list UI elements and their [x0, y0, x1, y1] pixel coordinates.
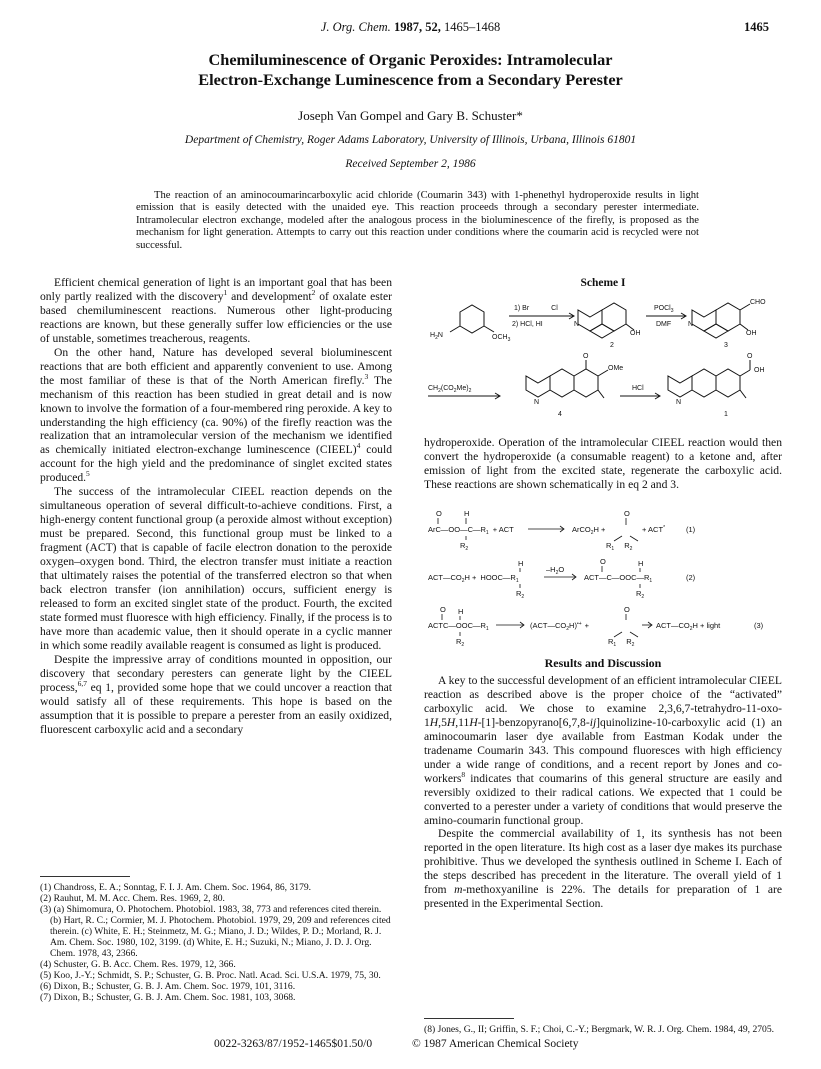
- ring: [716, 369, 740, 397]
- article-title: [60, 50, 761, 90]
- italic-span: H: [469, 715, 478, 729]
- bond: [598, 370, 608, 376]
- text-span: Efficient chemical generation of light is an important goal that has been only partly realized with the discovery: [40, 276, 392, 303]
- text-amino: $H_2N$: [430, 332, 443, 341]
- paragraph-despite: [40, 653, 392, 737]
- eq1-h: H: [464, 509, 470, 518]
- italic-span: H: [446, 715, 456, 729]
- journal-year-volume: 1987, 52,: [393, 20, 441, 34]
- reagent-hcl: HCl: [632, 385, 644, 392]
- ring: [716, 303, 740, 331]
- left-column-body: [40, 276, 392, 736]
- eq3-radical: $(ACT—CO_2H)^{•+}$ +: [530, 621, 590, 632]
- compound-label-1: 1: [724, 411, 728, 418]
- citation-ref: 4: [356, 441, 361, 451]
- citation-ref: 5: [86, 469, 90, 479]
- journal-reference: [0, 20, 821, 35]
- italic-span: m: [454, 883, 463, 897]
- citation-ref: 8: [461, 769, 466, 779]
- text-n: N: [534, 399, 540, 406]
- eq3-o: O: [440, 605, 446, 614]
- footer-copyright: © 1987 American Chemical Society: [412, 1038, 579, 1050]
- eq1-o: O: [436, 509, 442, 518]
- citation-ref: 1: [223, 288, 228, 298]
- text-span: The mechanism of this reaction has been studied in great detail and is now known to involve the formation of a four-membered ring peroxide. A key to understanding the high efficiency (ca. 90%) of the firefly reaction was the realization that an intramolecular version of the mechanism we identified as chemically initiated electron-exchange luminescence (CIEEL): [40, 373, 392, 457]
- bond: [484, 326, 494, 332]
- bond: [740, 370, 750, 376]
- affiliation: Department of Chemistry, Roger Adams Laboratory, University of Illinois, Urbana, Illinois 61801: [184, 134, 637, 146]
- right-column-intro: [424, 436, 782, 492]
- footnote-5: (5) Koo, J.-Y.; Schmidt, S. P.; Schuster, G. B. Proc. Natl. Acad. Sci. U.S.A. 1979, 75, 30.: [40, 970, 381, 981]
- section-heading-results: Results and Discussion: [544, 656, 662, 670]
- italic-span: ij: [589, 715, 597, 729]
- ring: [668, 376, 692, 397]
- ring: [526, 376, 550, 397]
- ring: [692, 369, 716, 397]
- eq1-r1: $R_1$ $R_2$: [606, 541, 633, 552]
- page-footer: [0, 1038, 821, 1054]
- eq1-left: $ArC—OO—C—R_1$ + ACT: [428, 525, 514, 536]
- italic-span: H: [429, 715, 439, 729]
- text-span: -methoxyaniline is 22%. The details for preparation of 1 are presented in the Experimental Section.: [424, 883, 782, 911]
- text-n: N: [676, 399, 682, 406]
- text-span: A key to the successful development of an efficient intramolecular CIEEL reaction as described above is the proper choice of the “activated” carboxylic acid. We chose to examine 2,3,6,7-tetrahydro-11-oxo-1: [424, 674, 782, 729]
- eq3-h: H: [458, 607, 464, 616]
- eq2-r2: $R_2$: [516, 589, 525, 600]
- scheme-1-diagram: [424, 290, 782, 430]
- footnote-6: (6) Dixon, B.; Schuster, G. B. J. Am. Chem. Soc. 1979, 101, 3116.: [40, 981, 296, 992]
- citation-ref: 2: [311, 288, 316, 298]
- text-span: -[1]-benzopyrano[6,7,8-: [477, 715, 590, 729]
- page-number: 1465: [744, 20, 769, 34]
- ring: [602, 303, 626, 331]
- title-line-1: Chemiluminescence of Organic Peroxides: Intramolecular: [208, 50, 613, 69]
- eq3-number: (3): [754, 621, 764, 630]
- compound-label-2: 2: [610, 342, 614, 349]
- eq2-right: $ACT—C—OOC—R_1$: [584, 573, 653, 584]
- reagent-dmf: DMF: [656, 321, 672, 328]
- eq2-h2: H: [638, 559, 644, 568]
- title-line-2: Electron-Exchange Luminescence from a Secondary Perester: [198, 70, 623, 89]
- paragraph-hydroperoxide: hydroperoxide. Operation of the intramolecular CIEEL reaction would then convert the hydroperoxide (a consumable reagent) to a ketone and, after emission of light from the excited state, regenerate the carboxylic acid. These reactions are shown schematically in eq 2 and 3.: [424, 436, 782, 491]
- eq1-o2: O: [624, 509, 630, 518]
- paragraph-key: [424, 674, 782, 827]
- text-methoxy: $OCH_3$: [492, 334, 511, 343]
- ring: [590, 324, 614, 338]
- paragraph-nature: [40, 346, 392, 486]
- eq2-h: H: [518, 559, 524, 568]
- bond: [630, 536, 638, 541]
- footnote-2: (2) Rauhut, M. M. Acc. Chem. Res. 1969, 2, 80.: [40, 893, 225, 904]
- paragraph-synthesis: [424, 827, 782, 911]
- footnote-8: [424, 1024, 782, 1035]
- eq2-o: O: [600, 557, 606, 566]
- eq3-left: $ACTC—OOC—R_1$: [428, 621, 489, 632]
- text-span: of oxalate ester based chemiluminescent reactions. Numerous other light-producing reactions are known, but these generally suffer low efficiencies or the use of unstable, sometimes treacherous, reagents.: [40, 289, 392, 345]
- citation-ref: 3: [364, 371, 369, 381]
- footer-code: 0022-3263/87/1952-1465$01.50/0: [214, 1038, 373, 1050]
- citation-ref: 6,7: [77, 678, 88, 688]
- bond: [740, 390, 746, 398]
- reagent-malonate: $CH_2(CO_2Me)_2$: [428, 385, 472, 394]
- paragraph-conditions: The success of the intramolecular CIEEL reaction depends on the simultaneous operation of several difficult-to-achieve conditions. First, a high-energy content functional group (a peroxide almost without exception) must be prepared. Second, this functional group must be linked to a fragment (ACT) that is capable of facile electron donation to the peroxide oxygen–oxygen bond. Third, the electron transfer must initiate a reaction that ultimately raises the potential of the transferred electron so that when back electron transfer (ion annihilation) occurs, sufficient energy is released to form an excited singlet state of the product. Fourth, the excited state formed must fluoresce with high efficiency. Finally, if the process is to have more than academic value, then it should operate in a cyclic manner in which some readily available reagent is consumed as light is produced.: [40, 485, 393, 652]
- reagent-2: 2) HCl, HI: [512, 321, 543, 328]
- bond: [614, 536, 622, 541]
- text-span: indicates that coumarins of this general structure are easily and reversibly oxidized to their radical cations. We expected that 1 could be converted to a perester under a variety of conditions that would preserve the amino-coumarin functional group.: [424, 771, 782, 827]
- compound-label-3: 3: [724, 342, 728, 349]
- ring: [578, 310, 602, 331]
- right-column-results: [424, 674, 782, 911]
- equations-diagram: [424, 508, 782, 650]
- benzene-ring: [460, 305, 484, 333]
- footnote-7: (7) Dixon, B.; Schuster, G. B. J. Am. Chem. Soc. 1981, 103, 3068.: [40, 992, 296, 1003]
- text-span: ,5: [438, 715, 447, 729]
- eq1-act-star: + ACT*: [642, 525, 666, 534]
- reagent-1: 1) Br Cl: [514, 305, 558, 312]
- journal-name: J. Org. Chem.: [320, 20, 391, 34]
- footnote-rule: [40, 876, 130, 877]
- text-oh: OH: [754, 367, 765, 374]
- footnote-4: (4) Schuster, G. B. Acc. Chem. Res. 1979, 12, 366.: [40, 959, 236, 970]
- footnote-3: (3) (a) Shimomura, O. Photochem. Photobiol. 1983, 38, 773 and references cited therein. (b) Hart, R. C.; Cormier, M. J. Photochem. Photobiol. 1979, 29, 209 and references cited therein. (c) White, E. H.; Steinmetz, M. G.; Miano, J. D.; Wildes, P. D.; Morland, R. J. Am. Chem. Soc. 1980, 102, 3199. (d) White, E. H.; Suzuki, N.; Miano, J. D. J. Org. Chem. 1978, 43, 2366.: [40, 904, 391, 959]
- text-span: Despite the impressive array of conditions mounted in opposition, our discovery that secondary peresters can generate light by the CIEEL process,: [40, 652, 392, 694]
- ring: [550, 369, 574, 397]
- eq2-r2b: $R_2$: [636, 589, 645, 600]
- text-n: N: [574, 321, 580, 328]
- eq3-r2: $R_2$: [456, 637, 465, 648]
- text-n: N: [688, 321, 694, 328]
- eq1-r2: $R_2$: [460, 541, 469, 552]
- bond: [614, 632, 622, 637]
- text-oh: OH: [746, 330, 757, 337]
- footnotes-left: [40, 882, 392, 1003]
- text-o: O: [747, 353, 753, 360]
- journal-pages: 1465–1468: [443, 20, 501, 34]
- text-oh: OH: [630, 330, 641, 337]
- text-span: On the other hand, Nature has developed several bioluminescent reactions that are both efficient and apparently convenient to use. Among the most familiar of these is that of the North American firefly.: [40, 345, 392, 387]
- running-header: [0, 20, 821, 38]
- compound-label-4: 4: [558, 411, 562, 418]
- footnote-1: (1) Chandross, E. A.; Sonntag, F. I. J. Am. Chem. Soc. 1964, 86, 3179.: [40, 882, 312, 893]
- received-date: Received September 2, 1986: [345, 158, 476, 170]
- bond: [450, 326, 460, 332]
- text-span: could account for the high yield and the predominance of singlet excited states produced.: [40, 443, 392, 485]
- abstract: The reaction of an aminocoumarincarboxylic acid chloride (Coumarin 343) with 1-phenethyl hydroperoxide results in light emission that is easily detected with the unaided eye. This reaction proceeds through a secondary perester intermediate. Intramolecular electron exchange, modeled after the analogous process in the bioluminescence of the firefly, is proposed as the mechanism for light generation. Attempts to carry out this reaction under conditions where the coumarin acid is recycled were not successful.: [136, 190, 699, 251]
- reagent-pocl3: POCl$_3$: [654, 305, 674, 314]
- eq3-right: $ACT—CO_2H$ + light: [656, 621, 721, 632]
- text-ome: OMe: [608, 365, 624, 372]
- eq1-number: (1): [686, 525, 696, 534]
- text-o: O: [583, 353, 589, 360]
- ring: [574, 369, 598, 397]
- eq2-minus-water: $-H_2O$: [546, 565, 565, 576]
- eq3-r1r2: $R_1$ $R_2$: [608, 637, 635, 648]
- eq2-number: (2): [686, 573, 696, 582]
- bond: [598, 390, 604, 398]
- eq2-left: $ACT—CO_2H$ + $HOOC—R_1$: [428, 573, 519, 584]
- text-span: and development: [227, 289, 312, 303]
- text-span: ]quinolizine-10-carboxylic acid (1) an aminocoumarin laser dye available from Eastman Kodak under the tradename Coumarin 343. This compound fluoresces with high efficiency under a wide range of conditions, and a recent report by Jones and co-workers: [424, 715, 782, 785]
- paragraph-intro: [40, 276, 392, 346]
- ring: [692, 310, 716, 331]
- text-cho: CHO: [750, 299, 766, 306]
- footnote-rule-right: [424, 1018, 514, 1019]
- footnote-8-text: (8) Jones, G., II; Griffin, S. F.; Choi, C.-Y.; Bergmark, W. R. J. Org. Chem. 1984, 49, 2705.: [424, 1024, 775, 1035]
- scheme-title: Scheme I: [580, 277, 626, 289]
- text-span: Despite the commercial availability of 1, its synthesis has not been reported in the open literature. Its high cost as a laser dye makes its purchase prohibitive. Thus we developed the synthesis outlined in Scheme I. Each of the steps described has precedent in the literature. The overall yield of 1 from: [424, 827, 782, 897]
- bond: [740, 304, 750, 310]
- text-span: ,11: [455, 715, 470, 729]
- eq1-right: ArCO$_2$H +: [572, 525, 606, 536]
- text-span: eq 1, provided some hope that we could uncover a reaction that would satisfy all of these requirements. This hope is based on the assumption that it is possible to prepare a perester from an easily oxidized, fluorescent carboxylic acid and a secondary: [40, 680, 392, 736]
- ring: [704, 324, 728, 338]
- eq3-o2: O: [624, 605, 630, 614]
- authors: Joseph Van Gompel and Gary B. Schuster*: [298, 108, 523, 123]
